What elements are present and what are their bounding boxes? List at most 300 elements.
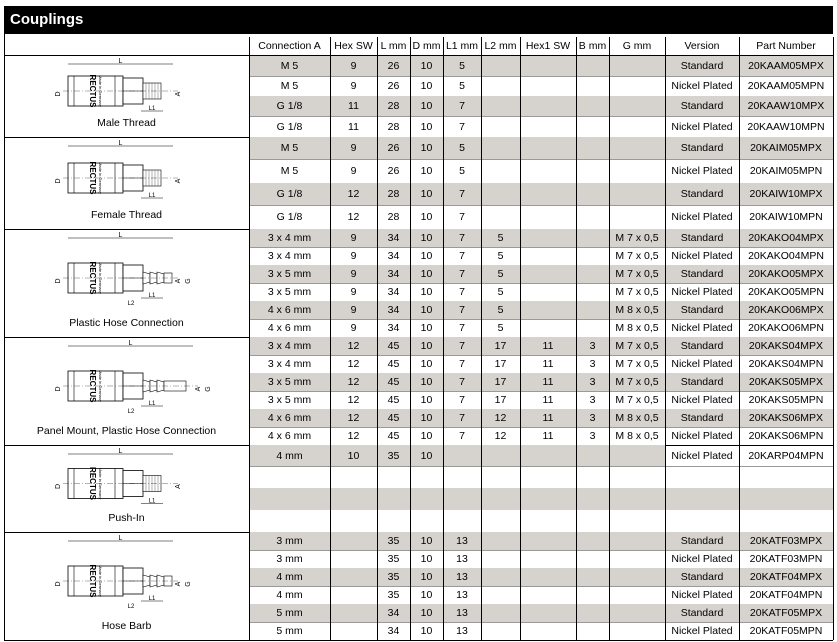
table-cell: 20KAIM05MPX [739,137,833,159]
table-cell [609,604,665,622]
table-cell: 11 [520,409,576,427]
table-cell: 20KATF05MPN [749,625,823,637]
table-cell: 3 mm [276,553,303,565]
table-cell [481,622,520,640]
table-cell: 10 [330,445,377,466]
table-cell [481,604,520,622]
coupling-diagram [28,340,228,424]
table-cell: 4 x 6 mm [267,430,312,442]
table-cell: 20KAKS06MPN [748,430,824,442]
table-cell: 45 [377,409,410,427]
table-cell: 45 [387,394,400,406]
table-cell: 11 [330,96,377,116]
table-cell [609,622,665,640]
table-cell: 20KATF05MPX [739,604,833,622]
table-cell: 10 [410,373,443,391]
table-cell: 20KAKS04MPN [748,358,824,370]
table-cell: 5 [497,322,504,334]
table-cell: 10 [410,301,443,319]
table-cell: 11 [542,430,554,442]
table-cell [576,604,609,622]
table-cell: 20KAKO05MPX [739,265,833,283]
table-cell: 5 [481,229,520,247]
table-cell: 9 [330,137,377,159]
column-separator [410,37,411,640]
table-cell: 34 [377,604,410,622]
table-cell [520,283,576,301]
table-cell: 13 [443,532,481,550]
table-cell: 34 [387,625,400,637]
table-cell: G 1/8 [276,120,303,133]
table-cell: 7 [443,337,481,355]
table-cell [520,466,576,488]
table-cell: 13 [443,568,481,586]
table-cell: 20KAKO05MPN [748,286,824,298]
table-cell [576,265,609,283]
left-border [4,34,5,640]
table-cell: M 8 x 0,5 [609,409,665,427]
table-cell: M 7 x 0,5 [615,358,659,370]
table-cell [481,205,520,229]
column-header: L2 mm [484,40,517,52]
table-cell: 3 x 5 mm [249,265,330,283]
dimension-label: A [195,386,202,392]
brand-logo: RECTUS [88,261,97,295]
table-cell: 13 [443,604,481,622]
table-cell: 7 [443,409,481,427]
brand-subtext: Made in Germany [98,467,103,500]
table-cell [520,55,576,76]
table-cell: 11 [520,337,576,355]
table-cell: 10 [420,250,433,262]
table-cell: Nickel Plated [671,120,733,133]
dimension-label: D [55,581,62,587]
column-separator [576,37,577,640]
table-cell: 7 [459,358,465,370]
dimension-label: A [175,278,182,284]
column-header: G mm [622,40,652,52]
table-cell: 5 [497,250,504,262]
table-cell [481,183,520,205]
table-cell: Standard [665,229,739,247]
brand-logo: RECTUS [88,74,97,108]
table-cell [520,229,576,247]
table-cell: 20KAKS06MPX [739,409,833,427]
table-cell [520,445,576,466]
table-cell: 20KATF04MPN [749,589,823,601]
table-cell [576,532,609,550]
table-cell: 10 [410,183,443,205]
table-cell [609,159,665,183]
table-cell: Nickel Plated [671,250,733,262]
table-cell: 20KAAW10MPX [739,96,833,116]
table-cell [609,205,665,229]
table-cell: 5 [481,301,520,319]
column-header: B mm [578,40,607,52]
table-cell [481,586,520,604]
table-cell [443,445,481,466]
table-cell: 3 x 5 mm [267,394,312,406]
table-cell: 9 [330,229,377,247]
table-cell [481,137,520,159]
dimension-label: D [55,386,62,392]
table-cell [576,550,609,568]
dimension-label: L1 [148,106,156,112]
table-cell [520,622,576,640]
table-cell: 10 [420,430,433,442]
column-header: Version [684,40,720,52]
table-cell: 3 x 5 mm [249,373,330,391]
table-cell: 20KAKO06MPX [739,301,833,319]
table-cell [520,183,576,205]
coupling-diagram [28,232,228,316]
column-header: Part Number [756,40,816,52]
column-header: Connection A [258,40,321,52]
table-cell: 20KAKS05MPN [748,394,824,406]
table-cell [609,76,665,96]
table-cell: 7 [443,183,481,205]
table-cell: Nickel Plated [671,553,733,565]
table-cell: 20KAAM05MPN [747,80,825,92]
column-separator [443,37,444,640]
table-cell: 34 [377,301,410,319]
table-cell: 10 [410,229,443,247]
table-cell [576,137,609,159]
table-cell [330,532,377,550]
table-cell: 13 [456,553,468,565]
table-cell [520,205,576,229]
table-cell: Standard [665,137,739,159]
table-cell: 3 x 4 mm [267,250,312,262]
table-cell: 20KATF03MPN [749,553,823,565]
table-cell: M 8 x 0,5 [615,430,659,442]
table-cell: 10 [410,55,443,76]
table-cell: 17 [494,394,507,406]
table-cell: Nickel Plated [671,165,733,177]
dimension-label: L [118,140,123,147]
table-cell: 10 [420,394,433,406]
table-cell: 4 x 6 mm [249,409,330,427]
group-caption: Push-In [108,512,145,524]
dimension-label: L1 [148,401,156,407]
table-cell: 10 [420,553,433,565]
table-cell: M 7 x 0,5 [609,229,665,247]
table-cell: 20KATF04MPX [739,568,833,586]
table-cell: Standard [665,604,739,622]
table-cell: 9 [330,301,377,319]
table-cell [481,159,520,183]
table-cell: Standard [665,568,739,586]
table-cell: M 7 x 0,5 [615,250,659,262]
table-cell: M 8 x 0,5 [609,301,665,319]
table-cell: G 1/8 [249,96,330,116]
table-cell: 35 [387,589,400,601]
group-caption: Plastic Hose Connection [69,317,184,329]
group-separator [4,640,833,641]
table-cell [520,247,576,265]
table-cell [330,466,377,488]
table-cell: 34 [387,250,400,262]
column-separator [665,37,666,640]
table-cell: 34 [387,322,400,334]
table-cell: 10 [420,589,433,601]
table-cell [609,488,665,510]
table-cell: 10 [410,337,443,355]
table-cell: G 1/8 [276,211,303,223]
table-cell: M 7 x 0,5 [615,394,659,406]
table-cell: 28 [377,96,410,116]
column-header: Hex SW [334,40,373,52]
table-cell: 10 [410,96,443,116]
table-cell: Nickel Plated [671,394,733,406]
dimension-label: G [205,386,212,392]
table-cell: 11 [542,358,554,370]
table-cell: 9 [330,265,377,283]
table-cell: 20KAIW10MPX [739,183,833,205]
table-cell [330,622,377,640]
table-cell: 9 [350,165,357,177]
table-cell: 26 [387,165,400,177]
table-cell: 3 x 4 mm [249,337,330,355]
table-cell: 3 [576,337,609,355]
table-cell: 7 [443,96,481,116]
table-cell: Standard [665,409,739,427]
table-cell: 9 [350,250,357,262]
table-cell [665,466,739,488]
table-cell [609,445,665,466]
dimension-label: L1 [148,596,156,602]
table-cell: 10 [410,445,443,466]
table-cell: 5 [459,80,465,92]
table-cell [576,301,609,319]
dimension-label: A [175,178,182,184]
table-cell [481,96,520,116]
dimension-label: L [118,232,123,239]
table-cell: M 5 [249,137,330,159]
dimension-label: L [128,340,133,347]
table-cell: 3 [589,430,596,442]
table-cell: 5 [443,55,481,76]
table-cell: M 5 [280,80,299,92]
table-cell [520,76,576,96]
table-cell: 20KAKO06MPN [748,322,824,334]
table-cell: 7 [459,250,465,262]
table-cell: 10 [410,604,443,622]
table-cell: 4 mm [276,589,303,601]
table-cell: M 7 x 0,5 [609,373,665,391]
table-cell: 26 [377,55,410,76]
table-cell: 35 [377,568,410,586]
table-cell [520,159,576,183]
column-separator [481,37,482,640]
table-cell [665,488,739,510]
group-caption: Hose Barb [101,620,152,632]
coupling-diagram [28,448,228,511]
table-cell: 7 [459,322,465,334]
table-cell [481,445,520,466]
table-cell: 3 [589,358,596,370]
dimension-label: G [185,278,192,284]
table-cell [609,568,665,586]
table-cell: 10 [410,137,443,159]
table-cell: M 7 x 0,5 [615,286,659,298]
brand-subtext: Made in Germany [98,565,103,597]
table-cell: 10 [420,322,433,334]
table-cell [609,183,665,205]
table-cell: 12 [330,373,377,391]
column-header: L1 mm [445,40,479,52]
table-cell: 7 [459,286,465,298]
group-caption: Panel Mount, Plastic Hose Connection [36,425,217,437]
table-cell: 5 [481,265,520,283]
table-cell [609,55,665,76]
table-cell: 45 [377,373,410,391]
table-cell: 20KAIW10MPN [749,211,823,223]
table-cell: 20KAAM05MPX [739,55,833,76]
table-cell: Standard [665,265,739,283]
table-cell [576,622,609,640]
table-cell: 10 [410,568,443,586]
table-cell [410,488,443,510]
dimension-label: L1 [148,498,156,505]
table-cell: 35 [377,445,410,466]
column-separator [520,37,521,640]
table-cell [576,247,609,265]
table-cell [377,488,410,510]
table-cell: 17 [481,337,520,355]
table-cell: 4 x 6 mm [249,301,330,319]
table-cell: 12 [481,409,520,427]
table-cell [330,586,377,604]
table-cell: 12 [347,358,360,370]
table-cell [576,205,609,229]
table-cell: 9 [350,322,357,334]
table-cell: Nickel Plated [671,358,733,370]
table-cell [377,466,410,488]
table-cell: Nickel Plated [671,589,733,601]
brand-subtext: Made in Germany [98,75,103,107]
table-cell: 3 x 5 mm [267,286,312,298]
table-cell: 34 [377,265,410,283]
table-cell [443,466,481,488]
column-header: Hex1 SW [525,40,571,52]
table-cell [520,265,576,283]
brand-logo: RECTUS [88,161,97,195]
table-cell: 10 [410,409,443,427]
table-cell: 34 [387,286,400,298]
column-separator [739,37,740,640]
table-cell: 28 [377,183,410,205]
table-cell: 3 [576,409,609,427]
table-cell: 13 [456,589,468,601]
table-cell: 11 [520,373,576,391]
table-cell: 12 [347,211,360,223]
table-cell: 11 [542,394,554,406]
table-cell: 4 mm [249,568,330,586]
table-cell: 20KAAW10MPN [747,120,825,133]
table-cell: 4 x 6 mm [267,322,312,334]
table-cell: Standard [665,337,739,355]
table-cell: M 7 x 0,5 [609,265,665,283]
table-cell [609,550,665,568]
table-cell [609,586,665,604]
table-cell: Nickel Plated [671,286,733,298]
table-cell: 10 [420,358,433,370]
table-cell [576,488,609,510]
table-cell: 4 mm [249,445,330,466]
table-cell [249,466,330,488]
table-cell: 3 x 4 mm [249,229,330,247]
table-cell: 45 [387,358,400,370]
table-cell: Standard [665,183,739,205]
table-cell [481,488,520,510]
table-cell [576,116,609,137]
dimension-label: L2 [127,301,135,307]
column-separator [249,37,250,640]
table-cell [443,488,481,510]
table-cell [520,116,576,137]
table-cell: Nickel Plated [671,625,733,637]
table-cell: 10 [420,625,433,637]
table-cell [410,466,443,488]
table-cell: 12 [330,183,377,205]
table-cell [481,568,520,586]
table-cell [330,550,377,568]
table-cell [520,488,576,510]
dimension-label: L [118,448,123,455]
table-cell: 20KATF03MPX [739,532,833,550]
page-title: Couplings [10,11,84,28]
table-cell [520,319,576,337]
table-cell [481,116,520,137]
table-cell: 7 [459,430,465,442]
table-cell [576,445,609,466]
dimension-label: D [55,91,62,97]
dimension-label: D [55,178,62,184]
table-cell [249,488,330,510]
table-cell: 12 [347,394,360,406]
table-cell [609,116,665,137]
table-cell: 7 [459,120,465,133]
table-cell [520,96,576,116]
table-cell [520,586,576,604]
table-cell: M 5 [280,165,299,177]
table-cell [481,466,520,488]
table-cell [520,568,576,586]
coupling-diagram [28,535,228,619]
dimension-label: L1 [148,193,156,199]
table-cell: 17 [481,373,520,391]
table-cell: 12 [494,430,507,442]
column-header: D mm [412,40,441,52]
table-cell: 10 [420,165,433,177]
table-cell: Standard [665,532,739,550]
table-cell: 26 [387,80,400,92]
table-cell [520,137,576,159]
brand-logo: RECTUS [88,369,97,403]
table-cell [576,466,609,488]
dimension-label: G [185,581,192,587]
table-cell: 3 [576,373,609,391]
table-cell: G 1/8 [249,183,330,205]
table-cell: 13 [456,625,468,637]
brand-subtext: Made in Germany [98,370,103,402]
table-cell: 10 [420,286,433,298]
table-cell: 9 [350,80,357,92]
table-cell: 5 [459,165,465,177]
table-cell: 10 [420,211,433,223]
column-header: L mm [380,40,407,52]
